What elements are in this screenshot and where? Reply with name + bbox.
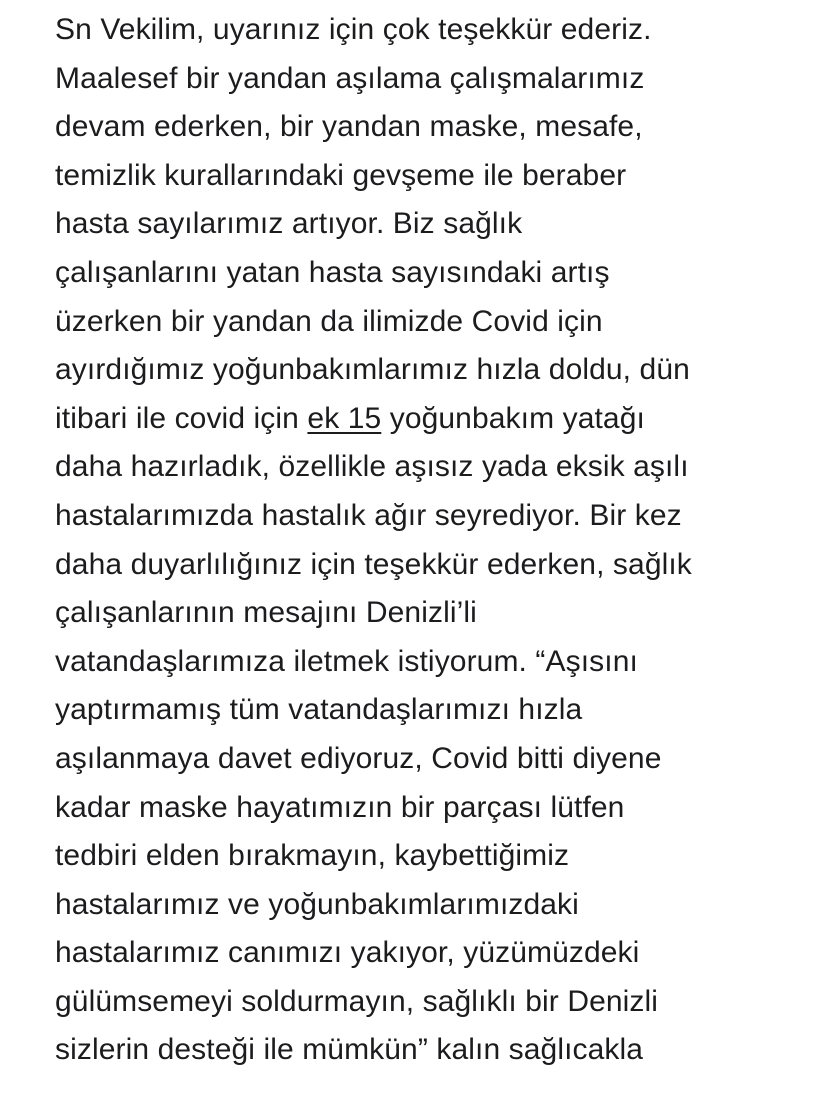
message-line: tedbiri elden bırakmayın, kaybettiğimiz (55, 839, 570, 873)
bed-count-link[interactable]: ek 15 (307, 401, 382, 435)
message-line: gülümsemeyi soldurmayın, sağlıklı bir Denizli (55, 984, 659, 1018)
message-line (55, 395, 815, 444)
message-line: daha hazırladık, özellikle aşısız yada eksik aşılı (55, 450, 689, 484)
message-line: daha duyarlılığınız için teşekkür ederken, sağlık (55, 547, 692, 581)
message-text: itibari ile covid için (55, 401, 308, 435)
message-line: kadar maske hayatımızın bir parçası lütfen (55, 790, 625, 824)
message-line: hastalarımız ve yoğunbakımlarımızdaki (55, 887, 579, 921)
message-line: ayırdığımız yoğunbakımlarımız hızla doldu, dün (55, 353, 690, 387)
message-line: Maalesef bir yandan aşılama çalışmalarımız (55, 61, 645, 95)
message-line: hastalarımızda hastalık ağır seyrediyor. Bir kez (55, 498, 682, 532)
message-body (55, 6, 815, 1075)
message-line: vatandaşlarımıza iletmek istiyorum. “Aşısını (55, 644, 638, 678)
message-line: aşılanmaya davet ediyoruz, Covid bitti diyene (55, 741, 662, 775)
message-line: hastalarımız canımızı yakıyor, yüzümüzdeki (55, 936, 640, 970)
message-line: hasta sayılarımız artıyor. Biz sağlık (55, 207, 523, 241)
message-line: devam ederken, bir yandan maske, mesafe, (55, 110, 643, 144)
message-line: Sn Vekilim, uyarınız için çok teşekkür ederiz. (55, 13, 652, 46)
message-line: sizlerin desteği ile mümkün” kalın sağlıcakla (55, 1033, 644, 1067)
message-line: yaptırmamış tüm vatandaşlarımızı hızla (55, 693, 583, 727)
message-text: yoğunbakım yatağı (381, 401, 645, 435)
message-line: üzerken bir yandan da ilimizde Covid için (55, 304, 603, 338)
message-line: çalışanlarının mesajını Denizli’li (55, 596, 477, 630)
message-line: temizlik kurallarındaki gevşeme ile beraber (55, 158, 627, 192)
message-line: çalışanlarını yatan hasta sayısındaki artış (55, 255, 610, 289)
